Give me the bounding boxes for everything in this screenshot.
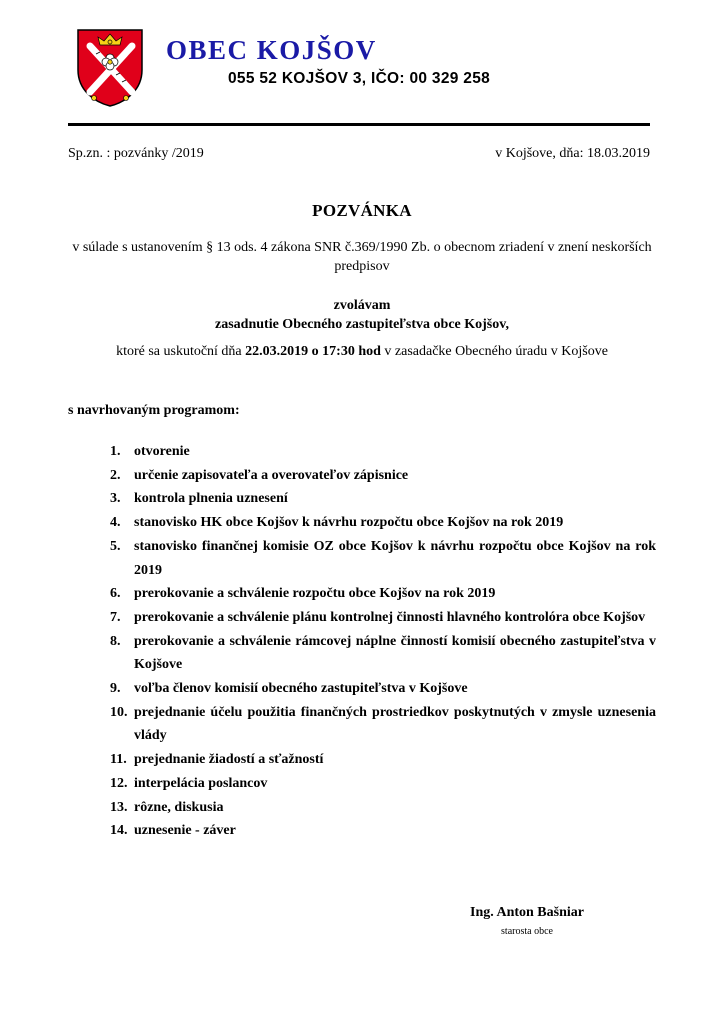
agenda-item xyxy=(110,677,656,701)
org-address: 055 52 KOJŠOV 3, IČO: 00 329 258 xyxy=(228,70,491,87)
meeting-details xyxy=(68,344,656,360)
agenda-item xyxy=(110,630,656,677)
agenda-item-number: 9. xyxy=(110,681,121,697)
agenda-item-text: prerokovanie a schválenie rozpočtu obce Kojšov na rok 2019 xyxy=(134,586,496,602)
agenda-item-text: prejednanie účelu použitia finančných prostriedkov poskytnutých v zmysle uznesenia vlády xyxy=(134,704,656,744)
agenda-item-number: 1. xyxy=(110,444,121,459)
agenda-item-number: 5. xyxy=(110,538,121,554)
agenda-item xyxy=(110,487,656,511)
agenda-item-text: prerokovanie a schválenie rámcovej náplne činností komisií obecného zastupiteľstva v Kojšove xyxy=(134,633,656,673)
agenda-item xyxy=(110,701,656,748)
document-title: POZVÁNKA xyxy=(312,201,412,220)
header-divider xyxy=(68,123,650,126)
org-name: OBEC KOJŠOV xyxy=(166,35,377,65)
agenda-item-text: kontrola plnenia uznesení xyxy=(134,491,288,507)
agenda-item xyxy=(110,464,656,488)
agenda-item xyxy=(110,535,656,582)
agenda-item xyxy=(110,796,656,820)
convene-line-1: zvolávam xyxy=(333,298,391,313)
agenda-list xyxy=(110,440,656,843)
signatory-name: Ing. Anton Bašniar xyxy=(470,905,584,920)
agenda-item-number: 3. xyxy=(110,491,121,507)
agenda-item-number: 7. xyxy=(110,609,121,625)
signatory-role: starosta obce xyxy=(501,926,553,937)
agenda-item-text: prerokovanie a schválenie plánu kontrolnej činnosti hlavného kontrolóra obce Kojšov xyxy=(134,609,646,625)
agenda-item xyxy=(110,440,656,464)
agenda-item-text: voľba členov komisií obecného zastupiteľstva v Kojšove xyxy=(134,681,468,697)
agenda-heading: s navrhovaným programom: xyxy=(68,403,240,418)
meeting-datetime: 22.03.2019 o 17:30 hod xyxy=(245,344,381,359)
agenda-item xyxy=(110,819,656,843)
agenda-item-number: 2. xyxy=(110,467,121,483)
agenda-item-number: 8. xyxy=(110,633,121,649)
agenda-item xyxy=(110,606,656,630)
convene-line-2: zasadnutie Obecného zastupiteľstva obce Kojšov, xyxy=(215,317,509,332)
agenda-item xyxy=(110,748,656,772)
meeting-text-before: ktoré sa uskutoční dňa xyxy=(116,344,246,359)
agenda-item-text: otvorenie xyxy=(134,444,190,459)
document-date: v Kojšove, dňa: 18.03.2019 xyxy=(495,146,650,161)
meeting-text-after: v zasadačke Obecného úradu v Kojšove xyxy=(380,344,608,359)
agenda-item-text: stanovisko HK obce Kojšov k návrhu rozpočtu obce Kojšov na rok 2019 xyxy=(134,515,564,531)
agenda-item-text: interpelácia poslancov xyxy=(134,775,268,791)
agenda-item-text: prejednanie žiadostí a sťažností xyxy=(134,752,324,768)
agenda-item-number: 10. xyxy=(110,704,128,720)
agenda-item-number: 4. xyxy=(110,515,121,531)
reference-number: Sp.zn. : pozvánky /2019 xyxy=(68,146,204,161)
convene-statement xyxy=(68,296,656,334)
agenda-item-number: 11. xyxy=(110,752,127,768)
agenda-item-number: 14. xyxy=(110,823,128,839)
agenda-item xyxy=(110,772,656,796)
agenda-item-text: stanovisko finančnej komisie OZ obce Kojšov k návrhu rozpočtu obce Kojšov na rok 2019 xyxy=(134,538,656,578)
agenda-item-number: 13. xyxy=(110,799,128,815)
agenda-item-number: 12. xyxy=(110,775,128,791)
agenda-item-text: uznesenie - záver xyxy=(134,823,236,839)
coat-of-arms-icon xyxy=(76,28,144,108)
legal-basis: v súlade s ustanovením § 13 ods. 4 zákona SNR č.369/1990 Zb. o obecnom zriadení v znení neskorších predpisov xyxy=(72,240,652,274)
agenda-item xyxy=(110,511,656,535)
agenda-item-text: určenie zapisovateľa a overovateľov zápisnice xyxy=(134,467,409,483)
agenda-item-text: rôzne, diskusia xyxy=(134,799,224,815)
agenda-item-number: 6. xyxy=(110,586,121,602)
agenda-item xyxy=(110,582,656,606)
